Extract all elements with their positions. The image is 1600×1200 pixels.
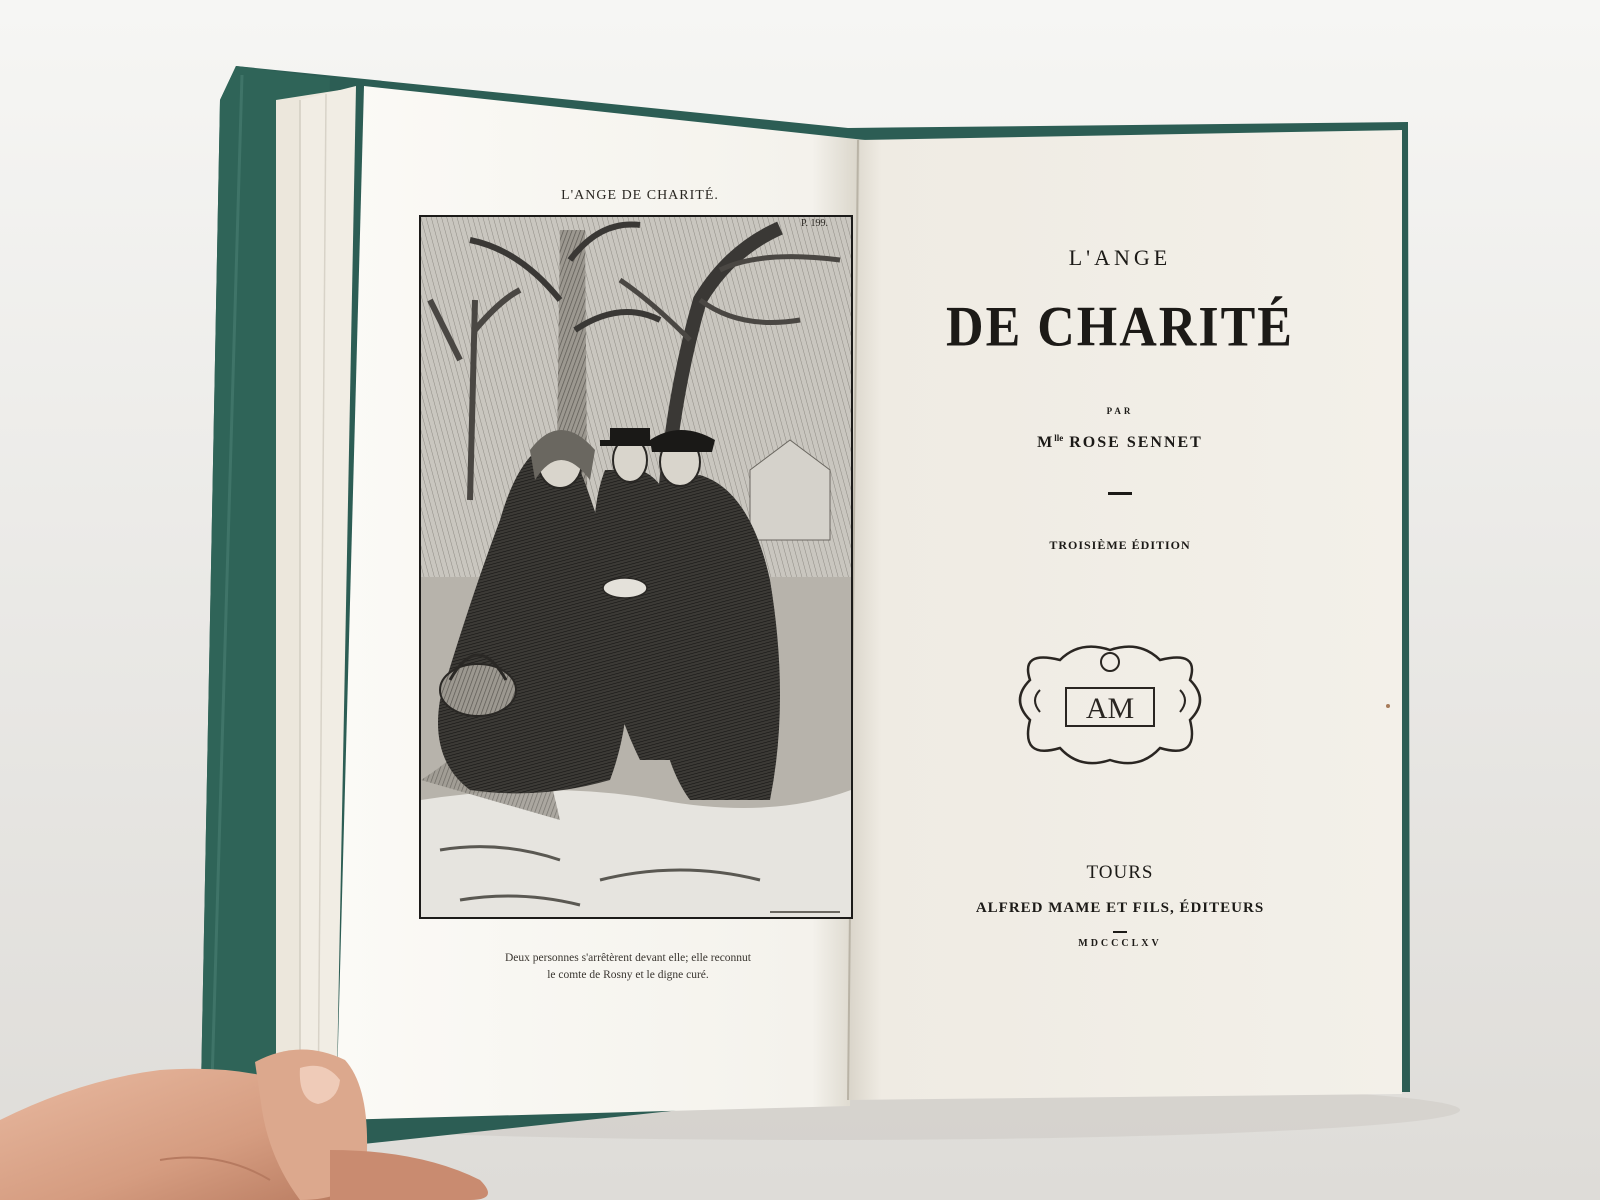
by-line: PAR: [1106, 406, 1134, 416]
title-line-1: L'ANGE: [1068, 245, 1172, 270]
running-head: L'ANGE DE CHARITÉ.: [561, 188, 719, 203]
caption-line-1: Deux personnes s'arrêtèrent devant elle; elle reconnut: [504, 952, 752, 964]
author-name: ROSE SENNET: [1069, 434, 1203, 451]
divider-small: [1113, 931, 1127, 933]
publisher-monogram: AM: [1085, 692, 1135, 725]
edition: TROISIÈME ÉDITION: [1049, 538, 1191, 552]
author-prefix: M: [1037, 434, 1055, 451]
divider: [1108, 492, 1132, 495]
author: [870, 433, 1370, 452]
publisher-name: ALFRED MAME ET FILS, ÉDITEURS: [975, 900, 1265, 916]
title-line-2: DE CHARITÉ: [946, 296, 1294, 359]
author-prefix-superscript: lle: [1054, 433, 1064, 443]
engraving-illustration: [420, 216, 852, 918]
publisher-city: TOURS: [1086, 862, 1154, 883]
title-page: [870, 150, 1370, 1050]
illustration-caption: [418, 950, 838, 984]
page-reference: P. 199.: [801, 218, 828, 229]
caption-line-2: le comte de Rosny et le digne curé.: [547, 969, 709, 981]
publication-year: MDCCCLXV: [1078, 938, 1162, 949]
